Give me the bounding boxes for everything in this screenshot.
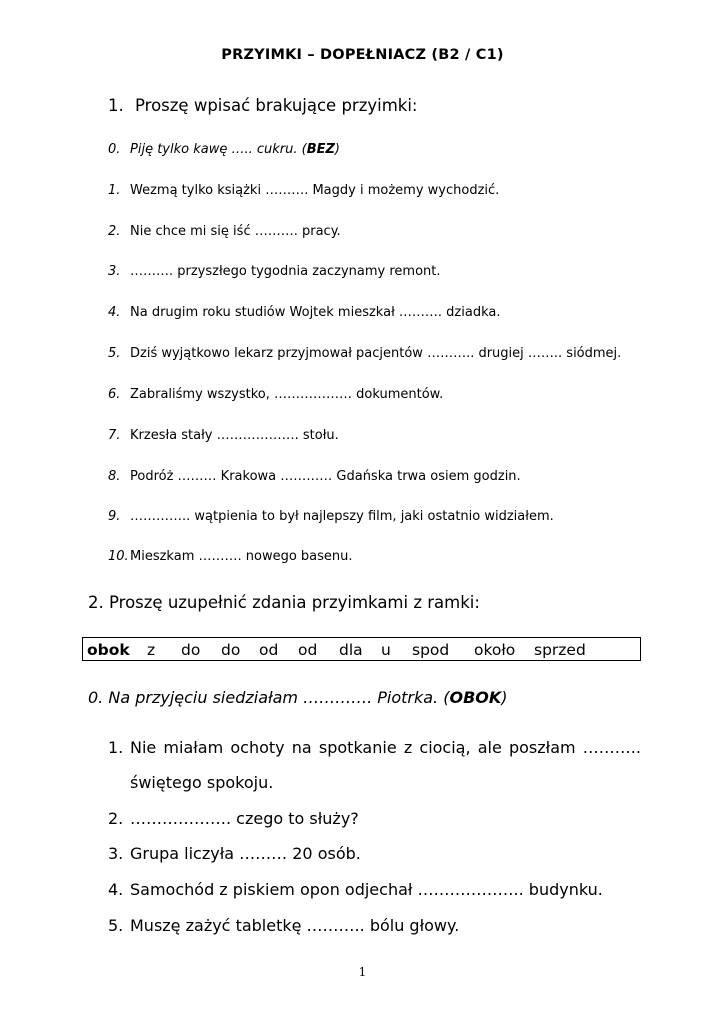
exercise1-item xyxy=(108,549,353,564)
item-word: ……….. xyxy=(582,738,641,757)
box-word: od xyxy=(259,641,279,659)
exercise1-item xyxy=(108,305,500,320)
box-word: do xyxy=(181,641,201,659)
section1-number: 1. xyxy=(108,96,124,115)
example-number: 0. xyxy=(108,142,121,157)
item-number: 6. xyxy=(108,387,121,402)
item-number: 3. xyxy=(108,264,121,279)
item-text: Krzesła stały ………………. stołu. xyxy=(130,428,339,443)
box-word: obok xyxy=(87,641,130,659)
item-word: Nie xyxy=(130,738,157,757)
item-word: ale xyxy=(477,738,502,757)
exercise1-item xyxy=(108,387,443,402)
item-number: 8. xyxy=(108,469,121,484)
item-word: miałam xyxy=(163,738,224,757)
box-word: około xyxy=(474,641,516,659)
word-box xyxy=(82,637,641,661)
section1-heading xyxy=(108,96,417,115)
section2-example xyxy=(88,688,508,707)
example-close: ) xyxy=(334,142,340,157)
example-text: 0. Na przyjęciu siedziałam …………. Piotrka. ( xyxy=(88,688,450,707)
item-word: spotkanie xyxy=(318,738,397,757)
example-answer: BEZ xyxy=(306,142,335,157)
item-text: ………………. czego to służy? xyxy=(130,809,359,828)
exercise1-item xyxy=(108,224,341,239)
item-number: 9. xyxy=(108,509,121,524)
item-text: Nie chce mi się iść ………. pracy. xyxy=(130,224,341,239)
exercise2-item xyxy=(108,809,359,828)
item-line xyxy=(130,738,641,757)
item-number: 1. xyxy=(108,738,124,757)
exercise2-item xyxy=(108,738,641,757)
item-line-continuation: świętego spokoju. xyxy=(130,773,274,792)
item-text: Samochód z piskiem opon odjechał ……………….. budynku. xyxy=(130,880,603,899)
item-number: 2. xyxy=(108,809,124,828)
exercise1-item xyxy=(108,183,499,198)
box-word: sprzed xyxy=(534,641,586,659)
item-number: 4. xyxy=(108,880,124,899)
page-title: PRZYIMKI – DOPEŁNIACZ (B2 / C1) xyxy=(221,47,504,63)
section1-example xyxy=(108,142,340,157)
section1-heading-text: Proszę wpisać brakujące przyimki: xyxy=(135,96,418,115)
exercise2-item xyxy=(108,880,603,899)
item-text: ………….. wątpienia to był najlepszy film, jaki ostatnio widziałem. xyxy=(130,509,554,524)
item-text: ………. przyszłego tygodnia zaczynamy remont. xyxy=(130,264,441,279)
item-text: Podróż ……… Krakowa ………… Gdańska trwa osiem godzin. xyxy=(130,469,521,484)
item-number: 10. xyxy=(108,549,129,564)
item-word: ochoty xyxy=(230,738,285,757)
example-text: Piję tylko kawę ….. cukru. ( xyxy=(130,142,307,157)
exercise1-item xyxy=(108,346,621,361)
item-number: 1. xyxy=(108,183,121,198)
item-word: ciocią, xyxy=(419,738,471,757)
section2-heading: 2. Proszę uzupełnić zdania przyimkami z ramki: xyxy=(88,593,480,612)
exercise1-item xyxy=(108,509,554,524)
item-number: 5. xyxy=(108,916,124,935)
item-number: 4. xyxy=(108,305,121,320)
box-word: dla xyxy=(339,641,363,659)
item-text: Mieszkam ………. nowego basenu. xyxy=(130,549,353,564)
box-word: do xyxy=(221,641,241,659)
exercise1-item xyxy=(108,469,521,484)
exercise2-item xyxy=(108,916,459,935)
example-close: ) xyxy=(501,688,508,707)
item-text: Wezmą tylko książki ………. Magdy i możemy wychodzić. xyxy=(130,183,500,198)
box-word: u xyxy=(381,641,391,659)
item-number: 5. xyxy=(108,346,121,361)
box-word: z xyxy=(147,641,156,659)
exercise1-item xyxy=(108,428,339,443)
item-text: Zabraliśmy wszystko, ……………… dokumentów. xyxy=(130,387,444,402)
item-word: z xyxy=(403,738,413,757)
item-number: 7. xyxy=(108,428,121,443)
exercise1-item xyxy=(108,264,441,279)
box-word: spod xyxy=(412,641,450,659)
exercise2-item xyxy=(108,844,361,863)
item-word: na xyxy=(291,738,312,757)
item-number: 3. xyxy=(108,844,124,863)
item-number: 2. xyxy=(108,224,121,239)
item-text: Na drugim roku studiów Wojtek mieszkał ………. dziadka. xyxy=(130,305,501,320)
page-number: 1 xyxy=(358,965,367,979)
item-text: Dziś wyjątkowo lekarz przyjmował pacjentów ……….. drugiej …….. siódmej. xyxy=(130,346,622,361)
item-text: Grupa liczyła ……… 20 osób. xyxy=(130,844,361,863)
item-text: Muszę zażyć tabletkę ……….. bólu głowy. xyxy=(130,916,460,935)
item-word: poszłam xyxy=(508,738,576,757)
example-answer: OBOK xyxy=(449,688,502,707)
box-word: od xyxy=(298,641,318,659)
